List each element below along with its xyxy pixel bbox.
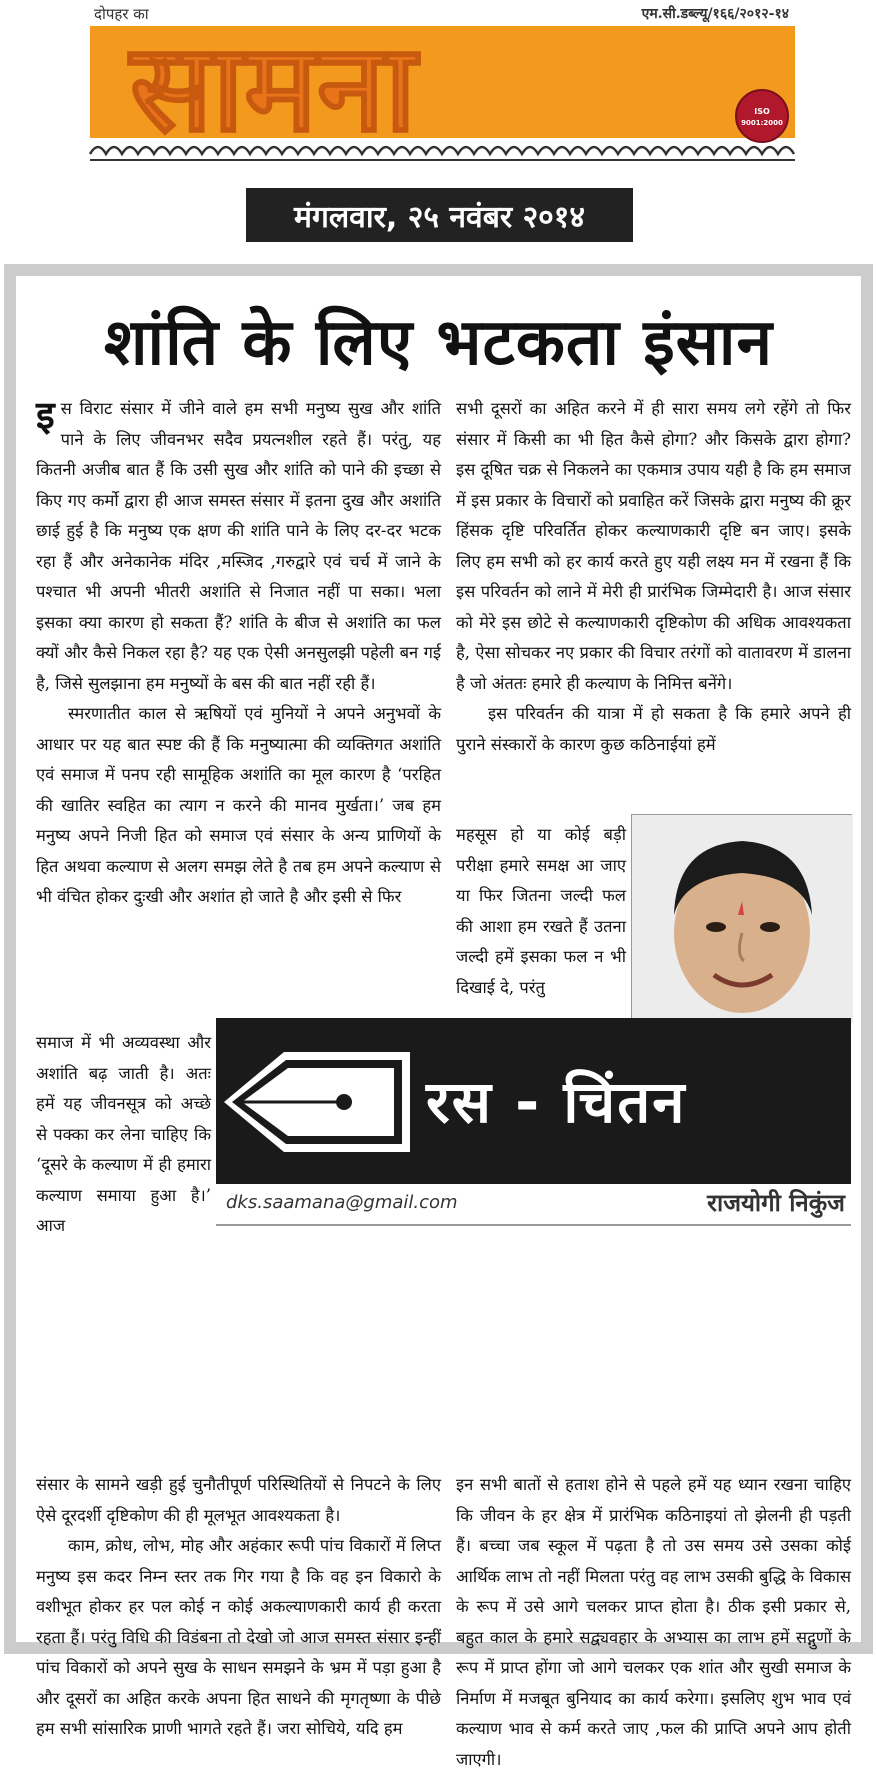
column-2-continued xyxy=(456,820,626,1003)
author-name: राजयोगी निकुंज xyxy=(707,1189,845,1217)
byline-row xyxy=(216,1184,851,1226)
article-frame xyxy=(4,264,873,1769)
paragraph: स विराट संसार में जीने वाले हम सभी मनुष्य सुख और शांति पाने के लिए जीवनभर सदैव प्रयत्नशील रहते हैं। परंतु, यह कितनी अजीब बात हैं कि उसी सुख और शांति को पाने की इच्छा से किए गए कर्मो द्वारा ही आज समस्त संसार में इतना दुख और अशांति छाई हुई है कि मनुष्य एक क्षण की शांति पाने के लिए दर-दर भटक रहा हैं और अनेकानेक मंदिर ,मस्जिद ,गरुद्वारे एवं चर्च में जाने के पश्चात भी अपनी भीतरी अशांति से निजात नहीं पा सका। भला इसका क्या कारण हो सकता हैं? शांति के बीज से अशांति का फल क्यों और कैसे निकल रहा है? यह एक ऐसी अनसुलझी पहेली बन गई है, जिसे सुलझाना हम मनुष्यों के बस की बात नहीं रही हैं। xyxy=(36,399,441,693)
column-3 xyxy=(36,1470,441,1745)
column-banner xyxy=(216,1018,851,1184)
portrait-icon xyxy=(632,815,853,1023)
svg-text:9001:2000: 9001:2000 xyxy=(741,119,783,127)
saamana-logo xyxy=(90,18,795,168)
column-2 xyxy=(456,394,851,760)
column-4 xyxy=(456,1470,851,1775)
drop-cap: इ xyxy=(36,393,55,437)
paragraph: काम, क्रोध, लोभ, मोह और अहंकार रूपी पांच विकारों में लिप्त मनुष्य इस कदर निम्न स्तर तक गिर गया है कि वह इन विकारो के वशीभूत होकर हर पल कोई न कोई अकल्याणकारी कार्य ही करता रहता हैं। परंतु विधि की विडंबना तो देखो जो आज समस्त संसार इन्हीं पांच विकारों को अपने सुख के साधन समझने के भ्रम में पड़ा हुआ है और दूसरों का अहित करके अपना हित साधने की मृगतृष्णा के पीछे हम सभी सांसारिक प्राणी भागते रहते हैं। जरा सोचिये, यदि हम xyxy=(36,1536,441,1738)
registration-number: एम.सी.डब्ल्यू/१६६/२०१२-१४ xyxy=(641,6,789,22)
fountain-pen-nib-icon xyxy=(224,1044,414,1160)
logo-text: सामना xyxy=(130,17,417,159)
paragraph: संसार के सामने खड़ी हुई चुनौतीपूर्ण परिस्थितियों से निपटने के लिए ऐसे दूरदर्शी दृष्टिकोण की ही मूलभूत आवश्यकता है। xyxy=(36,1475,441,1525)
masthead xyxy=(90,0,795,185)
date-banner: मंगलवार, २५ नवंबर २०१४ xyxy=(246,188,633,242)
paragraph: स्मरणातीत काल से ऋषियों एवं मुनियों ने अपने अनुभवों के आधार पर यह बात स्पष्ट की हैं कि मनुष्यात्मा की व्यक्तिगत अशांति एवं समाज में पनप रही सामूहिक अशांति का मूल कारण है ‘परहित की खातिर स्वहित का त्याग न करने की मानव मुर्खता।’ जब हम मनुष्य अपने निजी हित को समाज एवं संसार के अन्य प्राणियों के हित अथवा कल्याण से अलग समझ लेते है तब हम अपने कल्याण से भी वंचित होकर दुःखी और अशांत हो जाते है और इसी से फिर xyxy=(36,704,441,906)
article-body xyxy=(16,276,861,1769)
paragraph: महसूस हो या कोई बड़ी परीक्षा हमारे समक्ष आ जाए या फिर जितना जल्दी फल की आशा हम रखते हैं उतना जल्दी हमें इसका फल न भी दिखाई दे, परंतु xyxy=(456,825,626,997)
column-1-continued xyxy=(36,1028,211,1242)
masthead-tagline: दोपहर का xyxy=(94,5,149,23)
paragraph: सभी दूसरों का अहित करने में ही सारा समय लगे रहेंगे तो फिर संसार में किसी का भी हित कैसे होगा? और किसके द्वारा होगा? इस दूषित चक्र से निकलने का एकमात्र उपाय यही है कि हम समाज में इस प्रकार के विचारों को प्रवाहित करें जिसके द्वारा मनुष्य की क्रूर हिंसक दृष्टि परिवर्तित होकर कल्याणकारी दृष्टि बन जाए। इसके लिए हम सभी को हर कार्य करते हुए यही लक्ष्य मन में रखना हैं कि इस परिवर्तन को लाने में मेरी ही प्रारंभिक जिम्मेदारी है। आज संसार को मेरे इस छोटे से कल्याणकारी दृष्टिकोण की अधिक आवश्यकता है, ऐसा सोचकर नए प्रकार की विचार तरंगों को वातावरण में डालना है जो अंततः हमारे ही कल्याण के निमित्त बनेंगे। xyxy=(456,399,851,693)
author-email: dks.saamana@gmail.com xyxy=(226,1192,458,1213)
column-title: रस - चिंतन xyxy=(426,1068,687,1136)
iso-seal-icon xyxy=(736,90,788,142)
paragraph: इस परिवर्तन की यात्रा में हो सकता है कि हमारे अपने ही पुराने संस्कारों के कारण कुछ कठिनाईयां हमें xyxy=(456,704,851,754)
paragraph: इन सभी बातों से हताश होने से पहले हमें यह ध्यान रखना चाहिए कि जीवन के हर क्षेत्र में प्रारंभिक कठिनाइयां तो झेलनी ही पड़ती हैं। बच्चा जब स्कूल में पढ़ता है तो उस समय उसे उसका कोई आर्थिक लाभ तो नहीं मिलता परंतु वह लाभ उसकी बुद्धि के विकास के रूप में उसे आगे चलकर प्राप्त होता है। ठीक इसी प्रकार से, बहुत काल के हमारे सद्व्यवहार के अभ्यास का लाभ हमें सद्गुणों के रूप में प्राप्त होंगा जो आगे चलकर एक शांत और सुखी समाज के निर्माण में मजबूत बुनियाद का कार्य करेगा। इसलिए शुभ भाव एवं कल्याण भाव से कर्म करते जाए ,फल की प्राप्ति अपने आप होती जाएगी। xyxy=(456,1475,851,1769)
paragraph: समाज में भी अव्यवस्था और अशांति बढ़ जाती है। अतः हमें यह जीवनसूत्र को अच्छे से पक्का कर लेना चाहिए कि ‘दूसरे के कल्याण में ही हमारा कल्याण समाया हुआ है।’ आज xyxy=(36,1033,211,1235)
svg-text:ISO: ISO xyxy=(754,107,770,116)
author-photo xyxy=(631,814,852,1022)
article-headline: शांति के लिए भटकता इंसान xyxy=(103,306,774,380)
column-1 xyxy=(36,394,441,913)
